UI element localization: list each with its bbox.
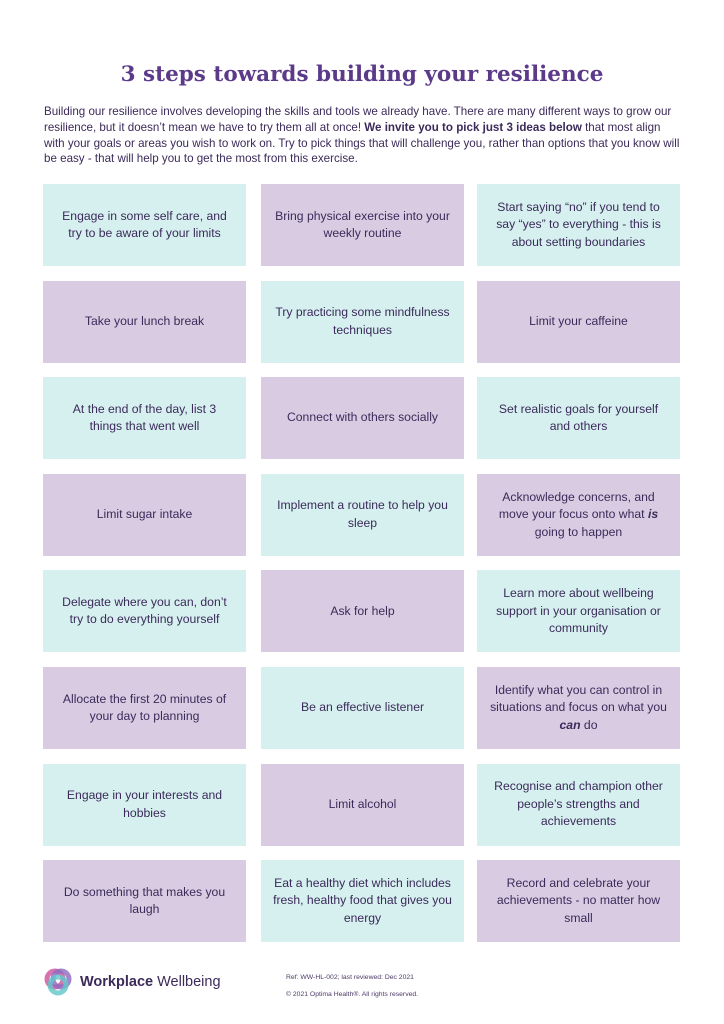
idea-card-17 <box>261 667 464 749</box>
idea-card-text: Bring physical exercise into your weekly routine <box>275 208 450 240</box>
idea-card-3 <box>477 184 680 266</box>
logo-text <box>80 974 221 990</box>
idea-card-text: Allocate the first 20 minutes of your day to planning <box>62 691 227 723</box>
idea-card-21 <box>477 764 680 846</box>
idea-card-14 <box>261 570 464 652</box>
footer-reference <box>286 969 456 1003</box>
idea-card-text: Limit your caffeine <box>529 313 628 328</box>
idea-card-16 <box>43 667 246 749</box>
idea-card-text: Limit alcohol <box>328 796 397 811</box>
page-title: 3 steps towards building your resilience <box>120 62 604 87</box>
idea-card-7 <box>43 377 246 459</box>
intro-text-start: Building our resilience involves developing the skills and tools we already have. There are many different ways to grow our resilience, but it doesn’t mean we have to try them all at once! <box>44 105 672 134</box>
idea-card-text: Identify what you can control in situations and focus on what you can do <box>490 682 667 732</box>
idea-card-8 <box>261 377 464 459</box>
intro-paragraph <box>44 104 684 167</box>
idea-card-15 <box>477 570 680 652</box>
idea-card-text: Be an effective listener <box>300 700 425 715</box>
idea-card-4 <box>43 281 246 363</box>
reference-code: Ref: WW-HL-002; last reviewed: Dec 2021 <box>286 974 414 981</box>
workplace-wellbeing-logo <box>43 967 221 997</box>
idea-card-text: Take your lunch break <box>84 313 205 328</box>
idea-card-text: Engage in some self care, and try to be aware of your limits <box>62 208 227 240</box>
idea-card-text: Connect with others socially <box>286 410 439 425</box>
ideas-grid <box>43 184 681 942</box>
logo-word-wellbeing: Wellbeing <box>157 974 221 990</box>
idea-card-13 <box>43 570 246 652</box>
idea-card-text: Do something that makes you laugh <box>63 884 226 917</box>
idea-card-text: Recognise and champion other people’s strengths and achievements <box>494 779 663 829</box>
idea-card-18 <box>477 667 680 749</box>
idea-card-text: Engage in your interests and hobbies <box>66 788 223 820</box>
idea-card-2 <box>261 184 464 266</box>
idea-card-23 <box>261 860 464 942</box>
idea-card-24 <box>477 860 680 942</box>
logo-word-workplace: Workplace <box>80 974 154 990</box>
logo-rings-icon <box>43 967 73 997</box>
idea-card-10 <box>43 474 246 556</box>
idea-card-text: Ask for help <box>330 603 395 618</box>
idea-card-9 <box>477 377 680 459</box>
copyright-notice: © 2021 Optima Health®. All rights reserved. <box>286 991 419 998</box>
idea-card-11 <box>261 474 464 556</box>
intro-bold-text: We invite you to pick just 3 ideas below <box>364 120 582 134</box>
idea-card-text: Start saying “no” if you tend to say “yes” to everything - this is about setting boundaries <box>496 199 661 249</box>
idea-card-text: Learn more about wellbeing support in your organisation or community <box>496 586 661 636</box>
idea-card-text: Delegate where you can, don’t try to do everything yourself <box>62 594 227 627</box>
idea-card-1 <box>43 184 246 266</box>
idea-card-text: Limit sugar intake <box>96 507 193 522</box>
idea-card-12 <box>477 474 680 556</box>
idea-card-text: Implement a routine to help you sleep <box>277 498 448 530</box>
idea-card-text: Eat a healthy diet which includes fresh, healthy food that gives you energy <box>273 875 452 925</box>
emphasized-word: is <box>647 507 659 522</box>
idea-card-20 <box>261 764 464 846</box>
intro-text-end: that most align with your goals or areas you wish to work on. Try to pick things that will challenge you, rather than options that you know will be easy - that will help you to get the most from this exercise. <box>44 120 680 166</box>
idea-card-19 <box>43 764 246 846</box>
idea-card-22 <box>43 860 246 942</box>
idea-card-text: At the end of the day, list 3 things that went well <box>72 401 217 434</box>
idea-card-text: Try practicing some mindfulness techniques <box>275 305 450 337</box>
emphasized-word: can <box>559 717 581 732</box>
idea-card-text: Set realistic goals for yourself and others <box>498 401 659 434</box>
idea-card-text: Acknowledge concerns, and move your focus onto what is going to happen <box>498 489 659 539</box>
idea-card-6 <box>477 281 680 363</box>
idea-card-text: Record and celebrate your achievements - no matter how small <box>496 875 661 925</box>
idea-card-5 <box>261 281 464 363</box>
